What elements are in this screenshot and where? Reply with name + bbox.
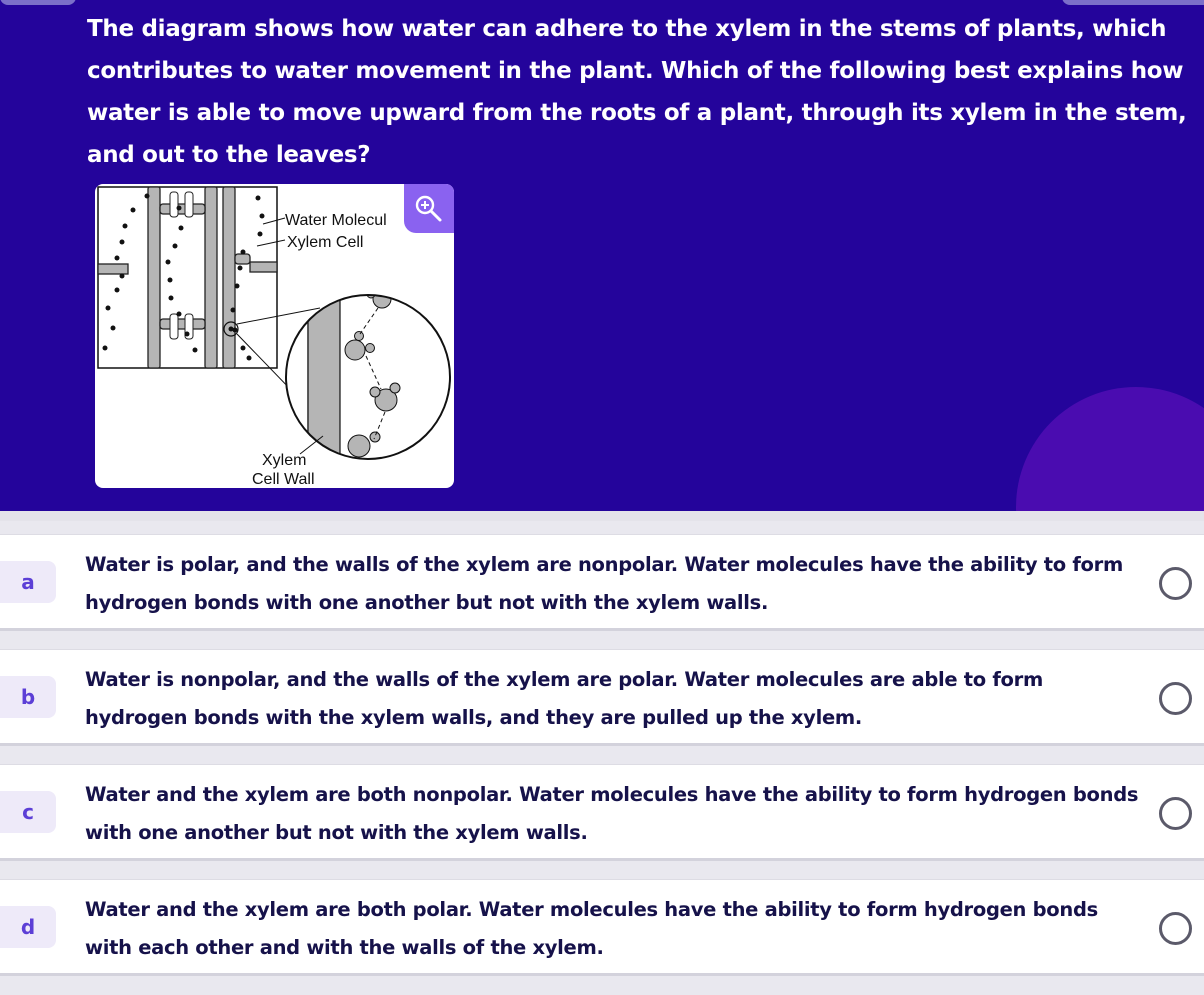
top-tab-right	[1062, 0, 1204, 5]
divider	[0, 511, 1204, 521]
question-text: The diagram shows how water can adhere to the xylem in the stems of plants, which contributes to water movement in the plant. Which of the following best explains how water is able to move upward from the roots of a plant, through its xylem in the stem, and out to the leaves?	[87, 16, 1187, 168]
option-letter-badge: b	[0, 676, 56, 718]
label-cell-wall: Cell Wall	[252, 471, 315, 488]
answer-option-b[interactable]	[0, 649, 1204, 746]
option-letter-badge: a	[0, 561, 56, 603]
label-xylem-cell: Xylem Cell	[287, 234, 364, 251]
zoom-in-button[interactable]	[404, 184, 454, 233]
top-tab-left	[0, 0, 76, 5]
option-radio-c[interactable]	[1159, 797, 1192, 830]
option-letter-badge: c	[0, 791, 56, 833]
option-text: Water is polar, and the walls of the xylem are nonpolar. Water molecules have the ability to form hydrogen bonds with one another but not with the xylem walls.	[85, 553, 1123, 614]
option-radio-a[interactable]	[1159, 567, 1192, 600]
label-water-molecule: Water Molecul	[285, 212, 387, 229]
decorative-circle	[1016, 387, 1204, 511]
option-radio-d[interactable]	[1159, 912, 1192, 945]
option-text: Water and the xylem are both polar. Water molecules have the ability to form hydrogen bonds with each other and with the walls of the xylem.	[85, 898, 1098, 959]
option-letter-badge: d	[0, 906, 56, 948]
option-text: Water and the xylem are both nonpolar. Water molecules have the ability to form hydrogen bonds with one another but not with the xylem walls.	[85, 783, 1139, 844]
answer-option-d[interactable]	[0, 879, 1204, 976]
option-text: Water is nonpolar, and the walls of the xylem are polar. Water molecules are able to form hydrogen bonds with the xylem walls, and they are pulled up the xylem.	[85, 668, 1043, 729]
xylem-diagram[interactable]	[95, 184, 454, 488]
label-xylem: Xylem	[262, 452, 307, 469]
xylem-diagram-illustration	[95, 184, 454, 488]
option-radio-b[interactable]	[1159, 682, 1192, 715]
answer-option-c[interactable]	[0, 764, 1204, 861]
zoom-in-icon	[414, 194, 444, 224]
answer-option-a[interactable]	[0, 534, 1204, 631]
